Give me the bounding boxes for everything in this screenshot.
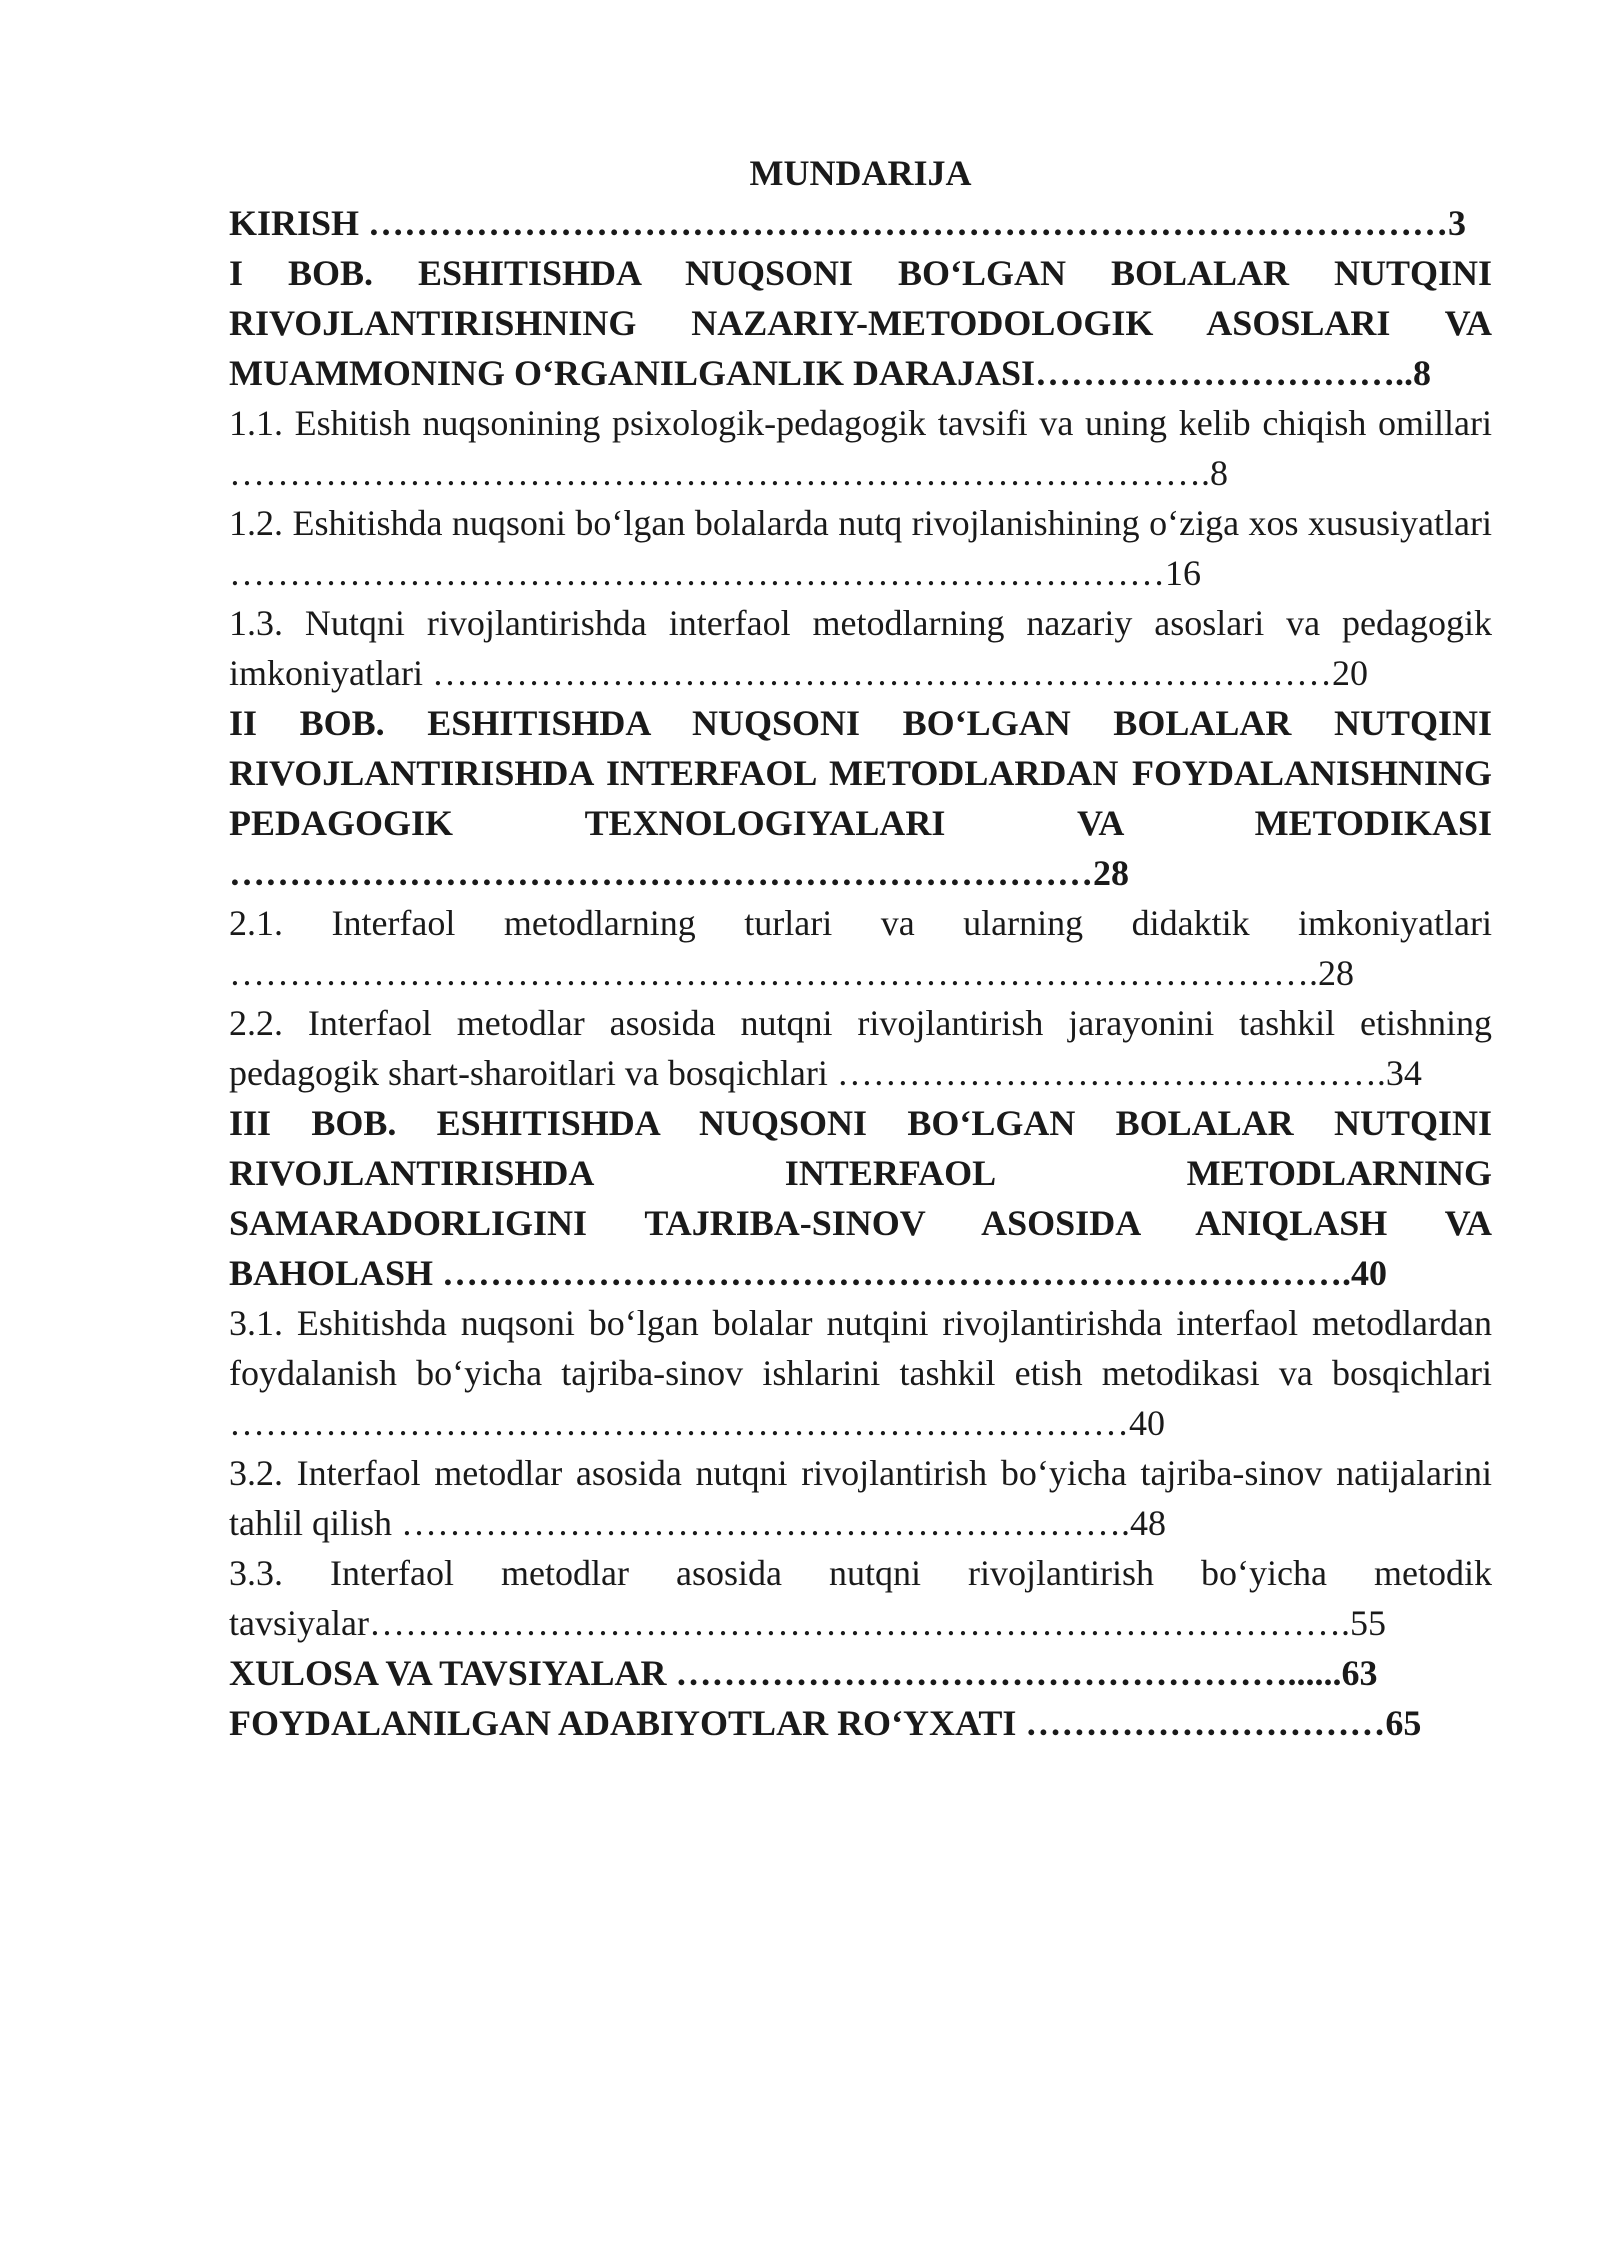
toc-entry-chapter-3[interactable]: III BOB. ESHITISHDA NUQSONI BOʻLGAN BOLALAR NUTQINI RIVOJLANTIRISHDA INTERFAOL METODLARNING SAMARADORLIGINI TAJRIBA-SINOV ASOSIDA ANIQLASH VA BAHOLASH ………………………………………………………………….40 <box>229 1103 1492 1293</box>
toc-entry-3-3[interactable]: 3.3. Interfaol metodlar asosida nutqni rivojlantirish boʻyicha metodik tavsiyalar……………………………………………………………………….55 <box>229 1553 1492 1643</box>
toc-entry-xulosa[interactable]: XULOSA VA TAVSIYALAR ……………………………………………......63 <box>229 1653 1378 1693</box>
toc-entry-1-1[interactable]: 1.1. Eshitish nuqsonining psixologik-pedagogik tavsifi va uning kelib chiqish omillari ……………………………………………………………………….8 <box>229 403 1492 493</box>
toc-title: MUNDARIJA <box>749 153 972 193</box>
toc-entry-3-2[interactable]: 3.2. Interfaol metodlar asosida nutqni rivojlantirish boʻyicha tajriba-sinov natijalarini tahlil qilish …………………………………………………….48 <box>229 1453 1492 1543</box>
toc-entry-3-1[interactable]: 3.1. Eshitishda nuqsoni boʻlgan bolalar nutqini rivojlantirishda interfaol metodlardan foydalanish boʻyicha tajriba-sinov ishlarini tashkil etish metodikasi va bosqichlari …………………………………………………………………40 <box>229 1303 1492 1443</box>
document-page <box>229 148 1492 1748</box>
toc-entry-kirish[interactable]: KIRISH ………………………………………………………………………………3 <box>229 203 1467 243</box>
toc-entry-chapter-1[interactable]: I BOB. ESHITISHDA NUQSONI BOʻLGAN BOLALAR NUTQINI RIVOJLANTIRISHNING NAZARIY-METODOLOGIK ASOSLARI VA MUAMMONING OʻRGANILGANLIK DARAJASI…………………………..8 <box>229 253 1492 393</box>
toc-entry-1-2[interactable]: 1.2. Eshitishda nuqsoni boʻlgan bolalarda nutq rivojlanishining oʻziga xos xususiyatlari ……………………………………………………………………16 <box>229 503 1492 593</box>
toc-entry-adabiyotlar[interactable]: FOYDALANILGAN ADABIYOTLAR ROʻYXATI …………………………65 <box>229 1703 1422 1743</box>
toc-entry-2-2[interactable]: 2.2. Interfaol metodlar asosida nutqni rivojlantirish jarayonini tashkil etishning pedagogik shart-sharoitlari va bosqichlari ……………………………………….34 <box>229 1003 1492 1093</box>
toc-entry-1-3[interactable]: 1.3. Nutqni rivojlantirishda interfaol metodlarning nazariy asoslari va pedagogik imkoniyatlari …………………………………………………………………20 <box>229 603 1492 693</box>
toc-entry-2-1[interactable]: 2.1. Interfaol metodlarning turlari va ularning didaktik imkoniyatlari ……………………………………………………………………………….28 <box>229 903 1492 993</box>
toc-entry-chapter-2[interactable]: II BOB. ESHITISHDA NUQSONI BOʻLGAN BOLALAR NUTQINI RIVOJLANTIRISHDA INTERFAOL METODLARDAN FOYDALANISHNING PEDAGOGIK TEXNOLOGIYALARI VA METODIKASI ………………………………………………………………28 <box>229 703 1492 893</box>
